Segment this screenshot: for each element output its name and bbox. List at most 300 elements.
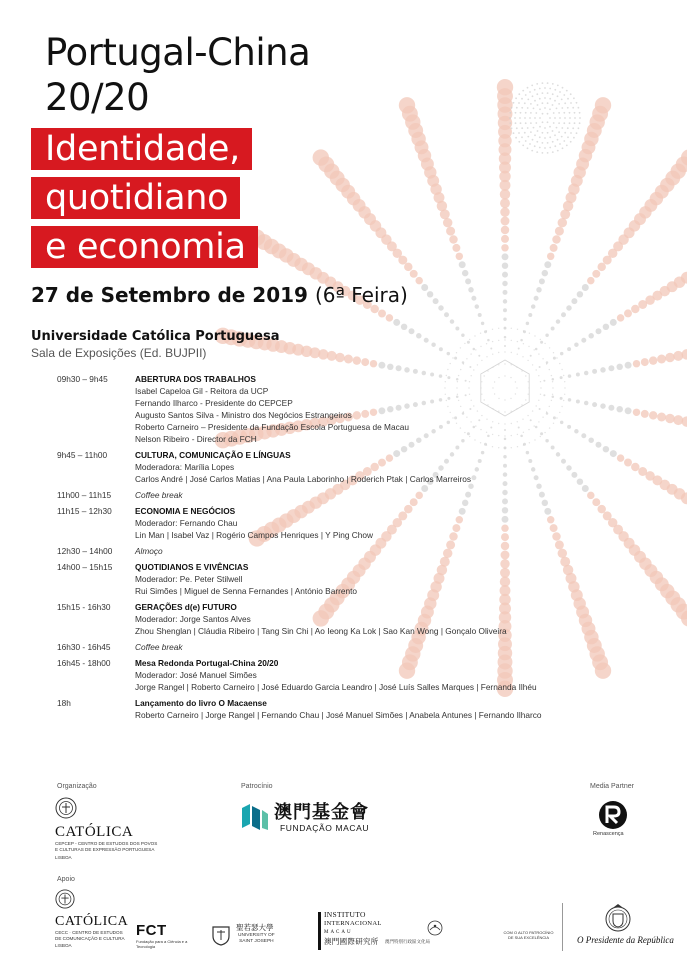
pattern-dot xyxy=(579,117,581,119)
pattern-dot xyxy=(570,93,572,95)
fundacao-macau-emblem-icon xyxy=(240,800,270,832)
pattern-dot xyxy=(416,333,421,338)
iim-name-line-3: MACAU xyxy=(324,930,353,935)
fct-name: FCT xyxy=(136,922,167,939)
pattern-dot xyxy=(562,147,564,149)
pattern-dot xyxy=(592,270,600,278)
pattern-dot xyxy=(544,97,546,99)
program-list xyxy=(57,373,677,725)
pattern-dot xyxy=(562,87,564,89)
pattern-dot xyxy=(544,87,546,89)
pattern-dot xyxy=(529,333,530,334)
pattern-dot xyxy=(554,145,556,147)
pattern-dot xyxy=(588,333,593,338)
catolica-seal-icon-2 xyxy=(55,889,75,909)
cepcep-line-1: CEPCEP - CENTRO DE ESTUDOS DOS POVOS xyxy=(55,841,158,846)
program-title: ECONOMIA E NEGÓCIOS xyxy=(135,506,236,516)
pattern-dot xyxy=(522,90,524,92)
pattern-dot xyxy=(524,117,526,119)
pattern-dot xyxy=(470,353,471,354)
pattern-dot xyxy=(553,112,555,114)
pattern-dot xyxy=(427,291,433,297)
program-line: Moderadora: Marília Lopes xyxy=(135,462,235,472)
pattern-dot xyxy=(490,348,492,350)
pattern-dot xyxy=(387,364,393,370)
pattern-dot xyxy=(450,319,454,323)
pattern-dot xyxy=(547,92,549,94)
pattern-dot xyxy=(518,132,520,134)
event-weekday: (6ª Feira) xyxy=(314,283,408,307)
pattern-dot xyxy=(424,338,429,343)
pattern-dot xyxy=(502,272,508,278)
program-line: Zhou Shenglan | Cláudia Ribeiro | Tang Sin Chi | Ao Ieong Ka Lok | Sao Kan Wong | Gonçalo Oliveira xyxy=(135,626,507,636)
pattern-dot xyxy=(361,358,369,366)
venue-name: Universidade Católica Portuguesa xyxy=(31,329,280,344)
pattern-dot xyxy=(534,134,536,136)
pattern-dot xyxy=(501,226,509,234)
program-body xyxy=(135,489,677,501)
pattern-dot xyxy=(504,336,507,339)
pattern-dot xyxy=(503,290,508,295)
pattern-dot xyxy=(452,357,453,358)
pattern-dot xyxy=(478,355,480,357)
pattern-dot xyxy=(520,112,522,114)
pattern-dot xyxy=(564,132,566,134)
apoio-label: Apoio xyxy=(57,876,75,883)
pattern-dot xyxy=(603,324,609,330)
pattern-dot xyxy=(544,107,546,109)
pattern-dot xyxy=(534,89,536,91)
pattern-dot xyxy=(456,352,457,353)
pattern-dot xyxy=(529,91,531,93)
pattern-dot xyxy=(504,363,505,364)
venue-room: Sala de Exposições (Ed. BUJPII) xyxy=(31,346,207,360)
pattern-dot xyxy=(527,87,529,89)
pattern-dot xyxy=(539,88,541,90)
pattern-dot xyxy=(535,112,537,114)
pattern-dot xyxy=(502,262,508,268)
pattern-dot xyxy=(521,107,523,109)
pattern-dot xyxy=(497,79,513,95)
pattern-dot xyxy=(540,339,541,340)
pattern-dot xyxy=(552,93,554,95)
pattern-dot xyxy=(524,132,526,134)
program-body xyxy=(135,449,677,485)
pattern-dot xyxy=(532,139,534,141)
pattern-dot xyxy=(510,112,512,114)
pattern-dot xyxy=(460,347,461,348)
pattern-dot xyxy=(533,108,535,110)
title-line-2: 20/20 xyxy=(45,76,150,119)
pattern-dot xyxy=(542,270,548,276)
pattern-dot xyxy=(473,348,476,351)
pattern-dot xyxy=(524,102,526,104)
pattern-dot xyxy=(553,357,556,360)
pattern-dot xyxy=(498,328,499,329)
program-line: Fernando Ilharco - Presidente do CEPCEP xyxy=(135,398,293,408)
pattern-dot xyxy=(549,126,551,128)
program-title: ABERTURA DOS TRABALHOS xyxy=(135,374,256,384)
pattern-dot xyxy=(527,99,529,101)
pattern-dot xyxy=(534,117,536,119)
program-time: 16h30 - 16h45 xyxy=(57,642,111,652)
pattern-dot xyxy=(542,152,544,154)
pattern-dot xyxy=(542,113,544,115)
pattern-dot xyxy=(551,327,555,331)
program-body xyxy=(135,505,677,541)
pattern-dot xyxy=(567,98,569,100)
pattern-dot xyxy=(526,322,529,325)
pattern-dot xyxy=(464,343,465,344)
pattern-dot xyxy=(552,141,554,143)
pattern-dot xyxy=(556,108,558,110)
pattern-dot xyxy=(631,305,639,313)
pattern-dot xyxy=(554,117,556,119)
pattern-dot xyxy=(566,305,571,310)
program-time: 14h00 – 15h15 xyxy=(57,562,113,572)
iim-name-line-1: INSTITUTO xyxy=(324,910,366,919)
pattern-dot xyxy=(574,112,576,114)
pattern-dot xyxy=(617,314,624,321)
usj-name-line-2: SAINT JOSEPH xyxy=(239,938,274,944)
pattern-dot xyxy=(503,299,507,303)
pattern-dot xyxy=(480,333,481,334)
pattern-dot xyxy=(536,141,538,143)
pattern-dot xyxy=(547,152,549,154)
pattern-dot xyxy=(561,369,562,370)
pattern-dot xyxy=(487,339,490,342)
pattern-dot xyxy=(486,356,487,357)
pattern-dot xyxy=(502,253,509,260)
pattern-dot xyxy=(527,107,529,109)
patrocinio-label: Patrocínio xyxy=(241,783,273,790)
pattern-dot xyxy=(578,107,580,109)
program-title: Almoço xyxy=(135,546,163,556)
event-date-main: 27 de Setembro de 2019 xyxy=(31,283,308,307)
pattern-dot xyxy=(454,357,457,360)
pattern-dot xyxy=(456,253,463,260)
pattern-dot xyxy=(459,261,466,268)
pattern-dot xyxy=(516,127,518,129)
pattern-dot xyxy=(438,305,443,310)
pattern-dot xyxy=(471,296,476,301)
pattern-dot xyxy=(486,330,487,331)
pattern-dot xyxy=(537,130,539,132)
pattern-dot xyxy=(549,347,550,348)
pattern-dot xyxy=(522,356,523,357)
pattern-dot xyxy=(486,343,487,344)
pattern-dot xyxy=(525,122,527,124)
pattern-dot xyxy=(511,352,512,353)
catolica-apoio-city: LISBOA xyxy=(55,943,72,948)
pattern-dot xyxy=(520,122,522,124)
pattern-dot xyxy=(539,98,541,100)
pattern-dot xyxy=(547,132,549,134)
program-time: 11h15 – 12h30 xyxy=(57,506,112,516)
pattern-dot xyxy=(511,340,512,341)
pattern-dot xyxy=(546,361,549,364)
pattern-dot xyxy=(534,296,539,301)
pattern-dot xyxy=(475,304,479,308)
pattern-dot xyxy=(530,103,532,105)
pattern-dot xyxy=(518,93,520,95)
program-line: Carlos André | José Carlos Matias | Ana Paula Laborinho | Roderich Ptak | Carlos Marreiros xyxy=(135,474,472,484)
pattern-dot xyxy=(473,369,474,370)
portugal-coat-of-arms-icon xyxy=(601,903,635,933)
pattern-dot xyxy=(559,117,561,119)
program-body xyxy=(135,657,677,693)
fundacao-macau-logo xyxy=(240,800,390,840)
pattern-dot xyxy=(481,322,484,325)
pattern-dot xyxy=(554,134,556,136)
pattern-dot xyxy=(475,349,476,350)
pattern-dot xyxy=(530,122,532,124)
pattern-dot xyxy=(466,358,467,359)
pattern-dot xyxy=(564,102,566,104)
pattern-dot xyxy=(511,107,513,109)
pattern-dot xyxy=(447,352,450,355)
pattern-dot xyxy=(558,103,560,105)
pattern-dot xyxy=(608,365,614,371)
title-line-1: Portugal-China xyxy=(45,31,311,74)
pattern-dot xyxy=(531,150,533,152)
pattern-dot xyxy=(657,355,666,364)
pattern-dot xyxy=(549,88,551,90)
pattern-dot xyxy=(561,136,563,138)
pattern-dot xyxy=(576,132,578,134)
pattern-dot xyxy=(449,235,457,243)
pattern-dot xyxy=(313,149,329,165)
presidente-republica-logo xyxy=(575,903,675,951)
organizacao-label: Organização xyxy=(57,783,97,790)
program-title: Coffee break xyxy=(135,642,183,652)
pattern-dot xyxy=(573,97,575,99)
pattern-dot xyxy=(542,142,544,144)
pattern-dot xyxy=(570,102,572,104)
pattern-dot xyxy=(521,98,523,100)
pattern-dot xyxy=(552,83,554,85)
catolica-cecc-logo xyxy=(55,889,135,949)
pattern-dot xyxy=(511,127,513,129)
alto-patrocinio-line-1: COM O ALTO PATROCÍNIO xyxy=(503,930,554,935)
pattern-dot xyxy=(544,137,546,139)
pattern-dot xyxy=(542,132,544,134)
pattern-dot xyxy=(536,369,537,370)
pattern-dot xyxy=(557,139,559,141)
pattern-dot xyxy=(500,198,510,208)
pattern-dot xyxy=(530,131,532,133)
usj-shield-icon xyxy=(210,924,232,946)
pattern-dot xyxy=(552,104,554,106)
pattern-dot xyxy=(462,361,465,364)
program-time: 12h30 – 14h00 xyxy=(57,546,113,556)
program-body xyxy=(135,601,677,637)
pattern-dot xyxy=(633,360,640,367)
pattern-dot xyxy=(525,140,527,142)
pattern-dot xyxy=(525,112,527,114)
subtitle-line-1: Identidade, xyxy=(31,128,252,170)
pattern-dot xyxy=(576,102,578,104)
pattern-dot xyxy=(560,352,563,355)
pattern-dot xyxy=(625,362,632,369)
pattern-dot xyxy=(578,127,580,129)
pattern-dot xyxy=(544,343,545,344)
pattern-dot xyxy=(566,90,568,92)
pattern-dot xyxy=(547,113,549,115)
pattern-dot xyxy=(515,112,517,114)
program-line: Roberto Carneiro | Jorge Rangel | Fernando Chau | José Manuel Simões | Anabela Antunes | Fernando Ilharco xyxy=(135,710,542,720)
pattern-dot xyxy=(468,287,473,292)
pattern-dot xyxy=(554,89,556,91)
pattern-dot xyxy=(549,136,551,138)
pattern-dot xyxy=(570,132,572,134)
pattern-dot xyxy=(563,112,565,114)
program-row xyxy=(57,561,677,597)
pattern-dot xyxy=(529,143,531,145)
program-title: Lançamento do livro O Macaense xyxy=(135,698,267,708)
pattern-dot xyxy=(563,94,565,96)
pattern-dot xyxy=(421,284,428,291)
pattern-dot xyxy=(549,108,551,110)
pattern-dot xyxy=(447,369,448,370)
pattern-dot xyxy=(527,147,529,149)
pattern-dot xyxy=(559,363,560,364)
pattern-dot xyxy=(546,363,547,364)
pattern-dot xyxy=(536,287,541,292)
pattern-dot xyxy=(518,141,520,143)
pattern-dot xyxy=(559,91,561,93)
pattern-dot xyxy=(649,356,657,364)
pattern-dot xyxy=(433,298,439,304)
pattern-dot xyxy=(344,355,353,364)
pattern-dot xyxy=(539,366,541,368)
program-line: Moderador: Fernando Chau xyxy=(135,518,238,528)
pattern-dot xyxy=(550,244,558,252)
pattern-dot xyxy=(547,142,549,144)
program-line: Roberto Carneiro – Presidente da Fundação Escola Portuguesa de Macau xyxy=(135,422,409,432)
pattern-dot xyxy=(399,97,415,113)
pattern-dot xyxy=(465,278,471,284)
cecc-line-2: DE COMUNICAÇÃO E CULTURA xyxy=(55,935,125,941)
pattern-dot xyxy=(533,127,535,129)
pattern-dot xyxy=(665,353,674,362)
iim-logo xyxy=(318,910,380,954)
pattern-dot xyxy=(574,342,578,346)
program-row xyxy=(57,601,677,637)
pattern-dot xyxy=(641,358,649,366)
pattern-dot xyxy=(600,367,605,372)
divider xyxy=(562,903,563,951)
pattern-dot xyxy=(567,107,569,109)
pattern-dot xyxy=(558,112,560,114)
pattern-dot xyxy=(539,117,541,119)
pattern-dot xyxy=(370,360,377,367)
pattern-dot xyxy=(529,117,531,119)
program-row xyxy=(57,657,677,693)
event-date xyxy=(31,283,408,307)
pattern-dot xyxy=(492,354,493,355)
pattern-dot xyxy=(477,364,478,365)
program-time: 15h15 - 16h30 xyxy=(57,602,111,612)
program-time: 16h45 - 18h00 xyxy=(57,658,111,668)
pattern-dot xyxy=(531,304,535,308)
pattern-dot xyxy=(519,117,521,119)
pattern-dot xyxy=(572,127,574,129)
pattern-dot xyxy=(561,99,563,101)
macau-government-text: 澳門特別行政區文化局 xyxy=(385,939,430,944)
renascenca-name: Renascença xyxy=(593,831,624,837)
pattern-dot xyxy=(503,308,507,312)
macau-government-logo xyxy=(385,920,485,950)
pattern-dot xyxy=(559,143,561,145)
pattern-dot xyxy=(444,312,449,317)
pattern-dot xyxy=(498,340,499,341)
subtitle-line-3: e economia xyxy=(31,226,258,268)
pattern-dot xyxy=(539,108,541,110)
pattern-dot xyxy=(503,317,506,320)
pattern-dot xyxy=(401,324,407,330)
pattern-dot xyxy=(431,342,435,346)
pattern-dot xyxy=(518,102,520,104)
pattern-dot xyxy=(525,94,527,96)
pattern-dot xyxy=(570,141,572,143)
pattern-dot xyxy=(531,85,533,87)
pattern-dot xyxy=(517,354,518,355)
pattern-dot xyxy=(396,365,402,371)
pattern-dot xyxy=(527,127,529,129)
pattern-dot xyxy=(581,338,586,343)
pattern-dot xyxy=(558,122,560,124)
pattern-dot xyxy=(335,353,344,362)
pattern-dot xyxy=(518,348,520,350)
pattern-dot xyxy=(539,126,541,128)
pattern-dot xyxy=(557,95,559,97)
pattern-dot xyxy=(492,341,493,342)
renascenca-r-icon xyxy=(598,800,628,830)
pattern-dot xyxy=(549,369,550,370)
alto-patrocinio-text xyxy=(496,930,561,940)
alto-patrocinio-line-2: DE SUA EXCELÊNCIA xyxy=(507,935,550,940)
program-body xyxy=(135,561,677,597)
fundacao-macau-name: FUNDAÇÃO MACAU xyxy=(280,823,370,833)
pattern-dot xyxy=(462,270,468,276)
pattern-dot xyxy=(455,327,459,331)
pattern-dot xyxy=(610,319,617,326)
pattern-dot xyxy=(573,137,575,139)
pattern-dot xyxy=(569,112,571,114)
pattern-dot xyxy=(547,253,554,260)
iim-name xyxy=(324,910,382,946)
pattern-dot xyxy=(516,107,518,109)
pattern-dot xyxy=(501,244,508,251)
pattern-dot xyxy=(552,130,554,132)
pattern-dot xyxy=(520,339,523,342)
pattern-dot xyxy=(446,227,455,236)
pattern-dot xyxy=(616,364,622,370)
pattern-dot xyxy=(481,360,482,361)
pattern-dot xyxy=(523,343,524,344)
pattern-dot xyxy=(404,367,409,372)
pattern-dot xyxy=(528,346,529,347)
program-line: Moderador: Pe. Peter Stilwell xyxy=(135,574,243,584)
program-line: Isabel Capeloa Gil - Reitora da UCP xyxy=(135,386,269,396)
pattern-dot xyxy=(461,334,464,337)
pattern-dot xyxy=(460,369,461,370)
pattern-dot xyxy=(534,335,535,336)
pattern-dot xyxy=(452,244,460,252)
pattern-dot xyxy=(536,151,538,153)
pattern-dot xyxy=(545,334,548,337)
